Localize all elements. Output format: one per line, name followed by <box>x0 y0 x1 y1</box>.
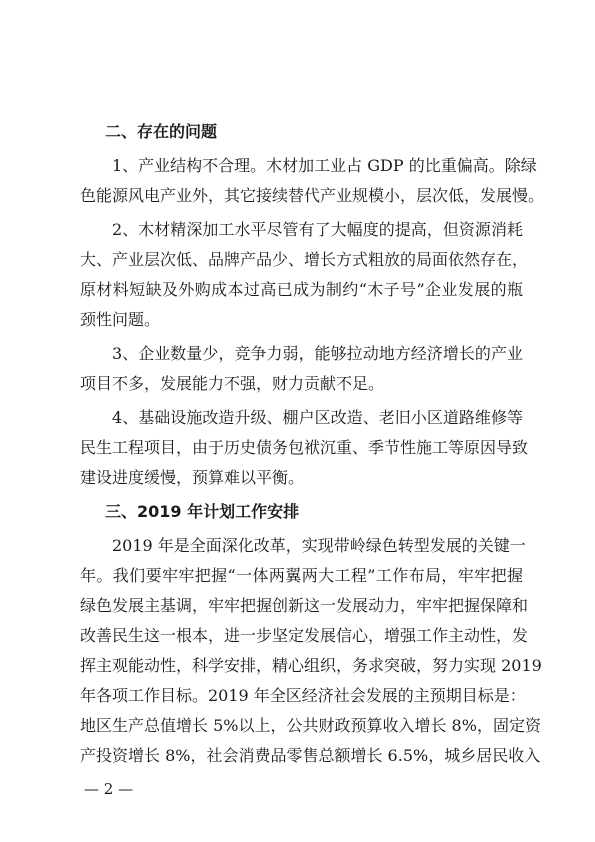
paragraph-line: 原材料短缺及外购成本过高已成为制约“木子号”企业发展的瓶 <box>80 280 523 299</box>
section-heading: 三、2019 年计划工作安排 <box>105 502 300 521</box>
paragraph-line: 颈性问题。 <box>80 310 161 329</box>
paragraph-line: 大、产业层次低、品牌产品少、增长方式粗放的局面依然存在， <box>80 250 529 269</box>
paragraph-line: 产投资增长 8%，社会消费品零售总额增长 6.5%，城乡居民收入 <box>80 746 541 765</box>
paragraph-line: 改善民生这一根本，进一步坚定发展信心，增强工作主动性，发 <box>80 626 529 645</box>
paragraph-line: 绿色发展主基调，牢牢把握创新这一发展动力，牢牢把握保障和 <box>80 596 529 615</box>
paragraph-line: 4、基础设施改造升级、棚户区改造、老旧小区道路维修等 <box>112 408 523 427</box>
paragraph-line: 年。我们要牢牢把握“一体两翼两大工程”工作布局，牢牢把握 <box>80 566 523 585</box>
paragraph-line: 2、木材精深加工水平尽管有了大幅度的提高，但资源消耗 <box>112 220 523 239</box>
paragraph <box>80 215 529 335</box>
paragraph-line: 地区生产总值增长 5%以上，公共财政预算收入增长 8%，固定资 <box>80 716 541 735</box>
paragraph-line: 3、企业数量少，竞争力弱，能够拉动地方经济增长的产业 <box>112 344 523 363</box>
paragraph-line: 2019 年是全面深化改革，实现带岭绿色转型发展的关键一 <box>112 536 526 555</box>
section-heading: 二、存在的问题 <box>105 122 218 141</box>
paragraph-line: 色能源风电产业外，其它接续替代产业规模小，层次低，发展慢。 <box>80 186 545 205</box>
paragraph-line: 民生工程项目，由于历史债务包袱沉重、季节性施工等原因导致 <box>80 438 529 457</box>
paragraph-line: 建设进度缓慢，预算难以平衡。 <box>80 468 305 487</box>
paragraph <box>80 339 523 399</box>
page-number: — 2 — <box>84 780 134 798</box>
document-body <box>80 117 545 775</box>
paragraph-line: 项目不多，发展能力不强，财力贡献不足。 <box>80 374 385 393</box>
paragraph <box>80 531 542 771</box>
paragraph <box>80 151 545 211</box>
paragraph <box>80 403 529 493</box>
paragraph-line: 1、产业结构不合理。木材加工业占 GDP 的比重偏高。除绿 <box>112 156 537 175</box>
paragraph-line: 年各项工作目标。2019 年全区经济社会发展的主预期目标是： <box>80 686 526 705</box>
paragraph-line: 挥主观能动性，科学安排，精心组织，务求突破，努力实现 2019 <box>80 656 542 675</box>
